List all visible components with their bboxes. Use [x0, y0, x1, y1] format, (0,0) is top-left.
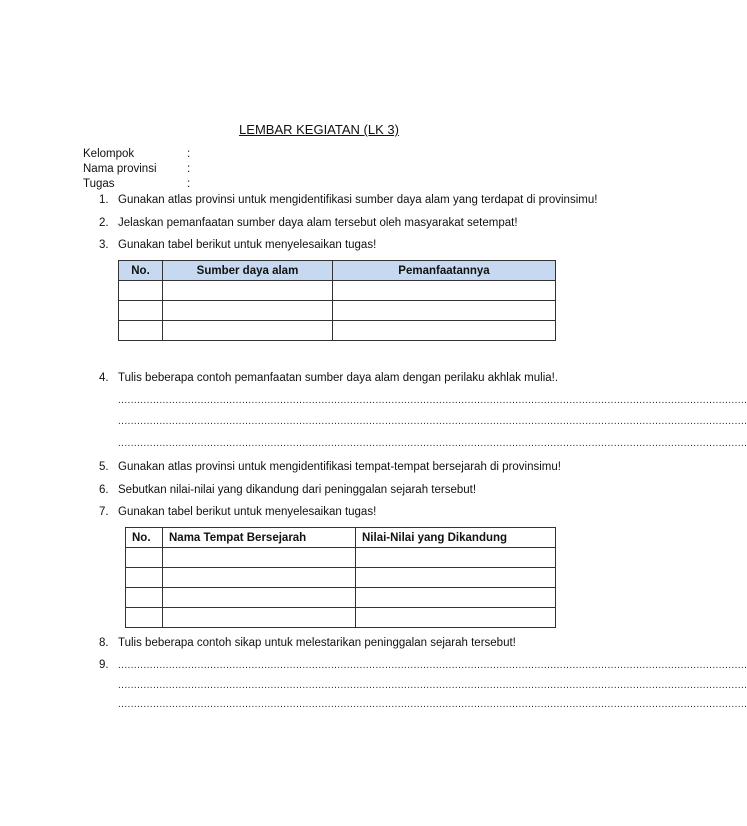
natural-resources-table	[118, 260, 556, 341]
header-pemanfaatannya: Pemanfaatannya	[333, 261, 556, 281]
table-cell[interactable]	[163, 568, 356, 588]
task-text: Tulis beberapa contoh sikap untuk melestarikan peninggalan sejarah tersebut!	[118, 637, 516, 649]
table-cell[interactable]	[126, 608, 163, 628]
table-cell[interactable]	[163, 301, 333, 321]
task-item-5	[99, 460, 569, 475]
table-row	[126, 588, 556, 608]
table-cell[interactable]	[356, 568, 556, 588]
task-number: 5.	[99, 461, 109, 473]
identity-label: Tugas	[83, 178, 115, 190]
table-cell[interactable]	[333, 301, 556, 321]
task-number: 2.	[99, 217, 109, 229]
task-text: Tulis beberapa contoh pemanfaatan sumber daya alam dengan perilaku akhlak mulia!.	[118, 372, 559, 384]
table-cell[interactable]	[356, 608, 556, 628]
task-number: 3.	[99, 239, 109, 251]
task-number: 1.	[99, 194, 109, 206]
page-title: LEMBAR KEGIATAN (LK 3)	[239, 122, 399, 137]
table-header-row	[126, 528, 556, 548]
task-item-8	[99, 636, 569, 651]
task-item-6	[99, 483, 569, 498]
table-cell[interactable]	[119, 281, 163, 301]
header-nilai-nilai: Nilai-Nilai yang Dikandung	[356, 528, 556, 548]
task-number: 6.	[99, 484, 109, 496]
table-row	[126, 568, 556, 588]
header-sumber-daya-alam: Sumber daya alam	[163, 261, 333, 281]
table-cell[interactable]	[126, 568, 163, 588]
answer-line[interactable]: ......................................................................................................................................................................................................	[118, 660, 747, 671]
task-number: 9.	[99, 659, 109, 671]
identity-label: Nama provinsi	[83, 163, 157, 175]
identity-colon: :	[187, 148, 191, 160]
table-cell[interactable]	[119, 321, 163, 341]
task-text: Gunakan tabel berikut untuk menyelesaikan tugas!	[118, 506, 377, 518]
header-no: No.	[126, 528, 163, 548]
table-row	[126, 608, 556, 628]
header-nama-tempat-bersejarah: Nama Tempat Bersejarah	[163, 528, 356, 548]
task-text: Gunakan atlas provinsi untuk mengidentifikasi tempat-tempat bersejarah di provinsimu!	[118, 461, 561, 473]
table-cell[interactable]	[356, 548, 556, 568]
identity-colon: :	[187, 163, 191, 175]
answer-line[interactable]: ......................................................................................................................................................................................................	[118, 416, 747, 427]
identity-colon: :	[187, 178, 191, 190]
table-row	[126, 548, 556, 568]
table-row	[119, 301, 556, 321]
task-text: Jelaskan pemanfaatan sumber daya alam tersebut oleh masyarakat setempat!	[118, 217, 518, 229]
answer-line[interactable]: ......................................................................................................................................................................................................	[118, 699, 747, 710]
table-cell[interactable]	[126, 588, 163, 608]
task-number: 8.	[99, 637, 109, 649]
task-item-4	[99, 371, 569, 386]
task-text: Gunakan atlas provinsi untuk mengidentifikasi sumber daya alam yang terdapat di provinsimu!	[118, 194, 598, 206]
task-item-1	[99, 193, 598, 208]
task-item-7	[99, 505, 569, 520]
table-cell[interactable]	[163, 321, 333, 341]
table-cell[interactable]	[163, 588, 356, 608]
table-cell[interactable]	[333, 321, 556, 341]
table-cell[interactable]	[163, 281, 333, 301]
answer-line[interactable]: ......................................................................................................................................................................................................	[118, 395, 747, 406]
table-cell[interactable]	[356, 588, 556, 608]
table-cell[interactable]	[119, 301, 163, 321]
task-text: Gunakan tabel berikut untuk menyelesaikan tugas!	[118, 239, 377, 251]
table-cell[interactable]	[333, 281, 556, 301]
answer-line[interactable]: ......................................................................................................................................................................................................	[118, 438, 747, 449]
task-number: 4.	[99, 372, 109, 384]
table-cell[interactable]	[163, 608, 356, 628]
task-number: 7.	[99, 506, 109, 518]
table-row	[119, 281, 556, 301]
answer-line[interactable]: ......................................................................................................................................................................................................	[118, 680, 747, 691]
task-text: Sebutkan nilai-nilai yang dikandung dari peninggalan sejarah tersebut!	[118, 484, 477, 496]
header-no: No.	[119, 261, 163, 281]
identity-label: Kelompok	[83, 148, 135, 160]
table-cell[interactable]	[163, 548, 356, 568]
task-item-2	[99, 216, 569, 231]
table-cell[interactable]	[126, 548, 163, 568]
task-item-3	[99, 238, 569, 253]
historical-places-table	[125, 527, 556, 628]
table-row	[119, 321, 556, 341]
table-header-row	[119, 261, 556, 281]
